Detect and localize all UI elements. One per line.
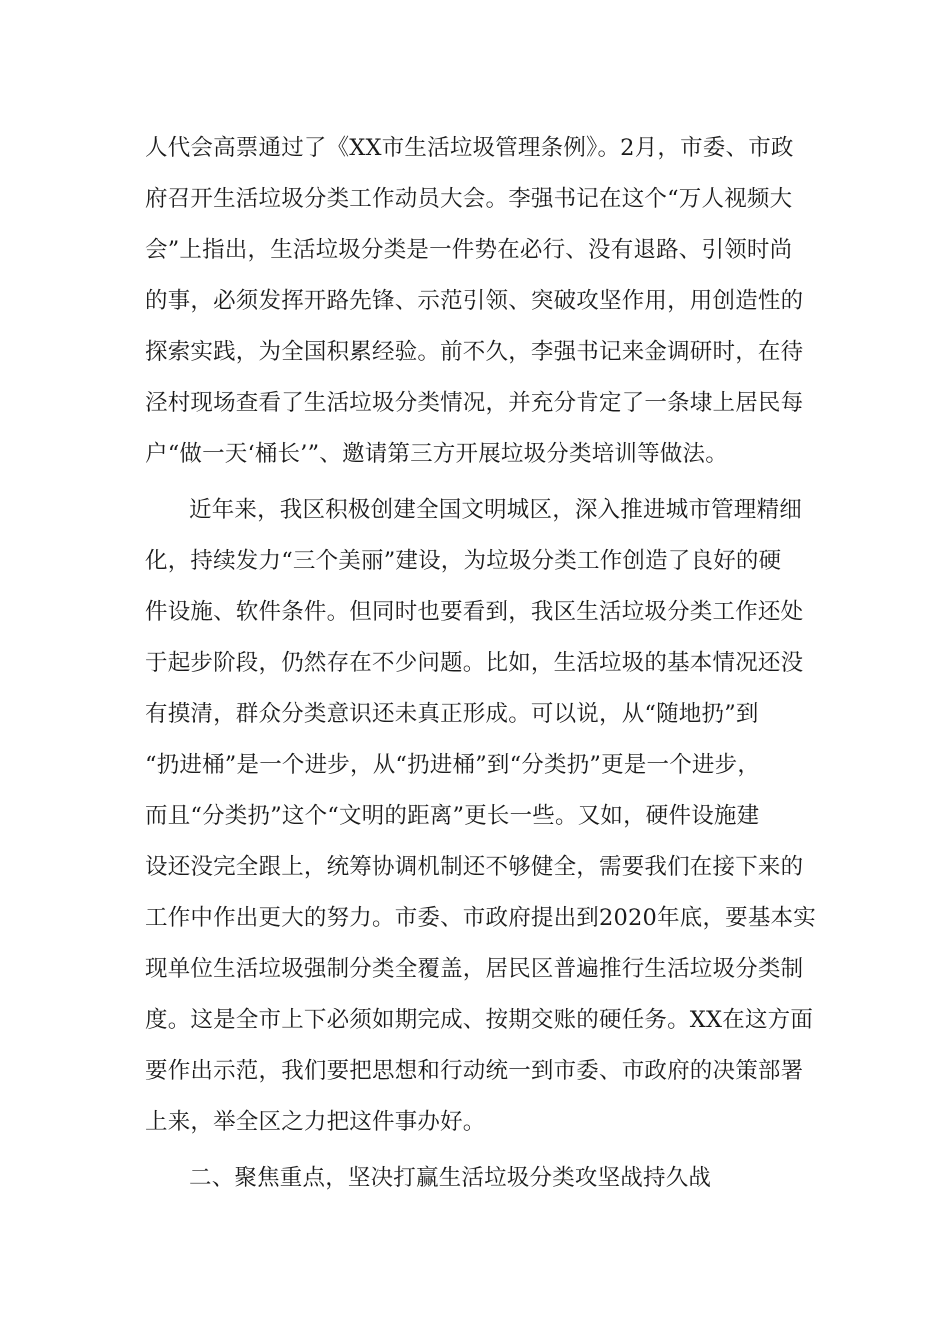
paragraph-line: 要作出示范，我们要把思想和行动统一到市委、市政府的决策部署 bbox=[145, 1058, 804, 1084]
document-body bbox=[145, 123, 816, 1204]
paragraph-line: 人代会高票通过了《XX市生活垃圾管理条例》。2月，市委、市政 bbox=[145, 135, 794, 161]
paragraph-line: 府召开生活垃圾分类工作动员大会。李强书记在这个“万人视频大 bbox=[145, 186, 793, 212]
paragraph-line: 的事，必须发挥开路先锋、示范引领、突破攻坚作用，用创造性的 bbox=[145, 288, 804, 314]
paragraph-line: 户“做一天‘桶长’”、邀请第三方开展垃圾分类培训等做法。 bbox=[145, 441, 728, 467]
paragraph-line: 度。这是全市上下必须如期完成、按期交账的硬任务。XX在这方面 bbox=[145, 1007, 814, 1033]
paragraph-line: 近年来，我区积极创建全国文明城区，深入推进城市管理精细 bbox=[189, 497, 802, 523]
paragraph-line: 现单位生活垃圾强制分类全覆盖，居民区普遍推行生活垃圾分类制 bbox=[145, 956, 804, 982]
paragraph-line: 上来，举全区之力把这件事办好。 bbox=[145, 1109, 486, 1135]
paragraph-line: 会”上指出，生活垃圾分类是一件势在必行、没有退路、引领时尚 bbox=[145, 237, 793, 263]
paragraph-line: 工作中作出更大的努力。市委、市政府提出到2020年底，要基本实 bbox=[145, 905, 816, 931]
paragraph-line: 而且“分类扔”这个“文明的距离”更长一些。又如，硬件设施建 bbox=[145, 803, 760, 829]
paragraph-line: 泾村现场查看了生活垃圾分类情况，并充分肯定了一条埭上居民每 bbox=[145, 390, 804, 416]
paragraph-line: 设还没完全跟上，统筹协调机制还不够健全，需要我们在接下来的 bbox=[145, 854, 804, 880]
paragraph-line: 件设施、软件条件。但同时也要看到，我区生活垃圾分类工作还处 bbox=[145, 599, 804, 625]
paragraph-2 bbox=[145, 485, 816, 1148]
paragraph-1 bbox=[145, 123, 805, 480]
section-heading: 二、聚焦重点，坚决打赢生活垃圾分类攻坚战持久战 bbox=[189, 1165, 712, 1191]
paragraph-line: 于起步阶段，仍然存在不少问题。比如，生活垃圾的基本情况还没 bbox=[145, 650, 804, 676]
paragraph-line: “扔进桶”是一个进步，从“扔进桶”到“分类扔”更是一个进步， bbox=[145, 752, 761, 778]
paragraph-line: 有摸清，群众分类意识还未真正形成。可以说，从“随地扔”到 bbox=[145, 701, 759, 727]
paragraph-line: 探索实践，为全国积累经验。前不久，李强书记来金调研时，在待 bbox=[145, 339, 804, 365]
paragraph-line: 化，持续发力“三个美丽”建设，为垃圾分类工作创造了良好的硬 bbox=[145, 548, 782, 574]
